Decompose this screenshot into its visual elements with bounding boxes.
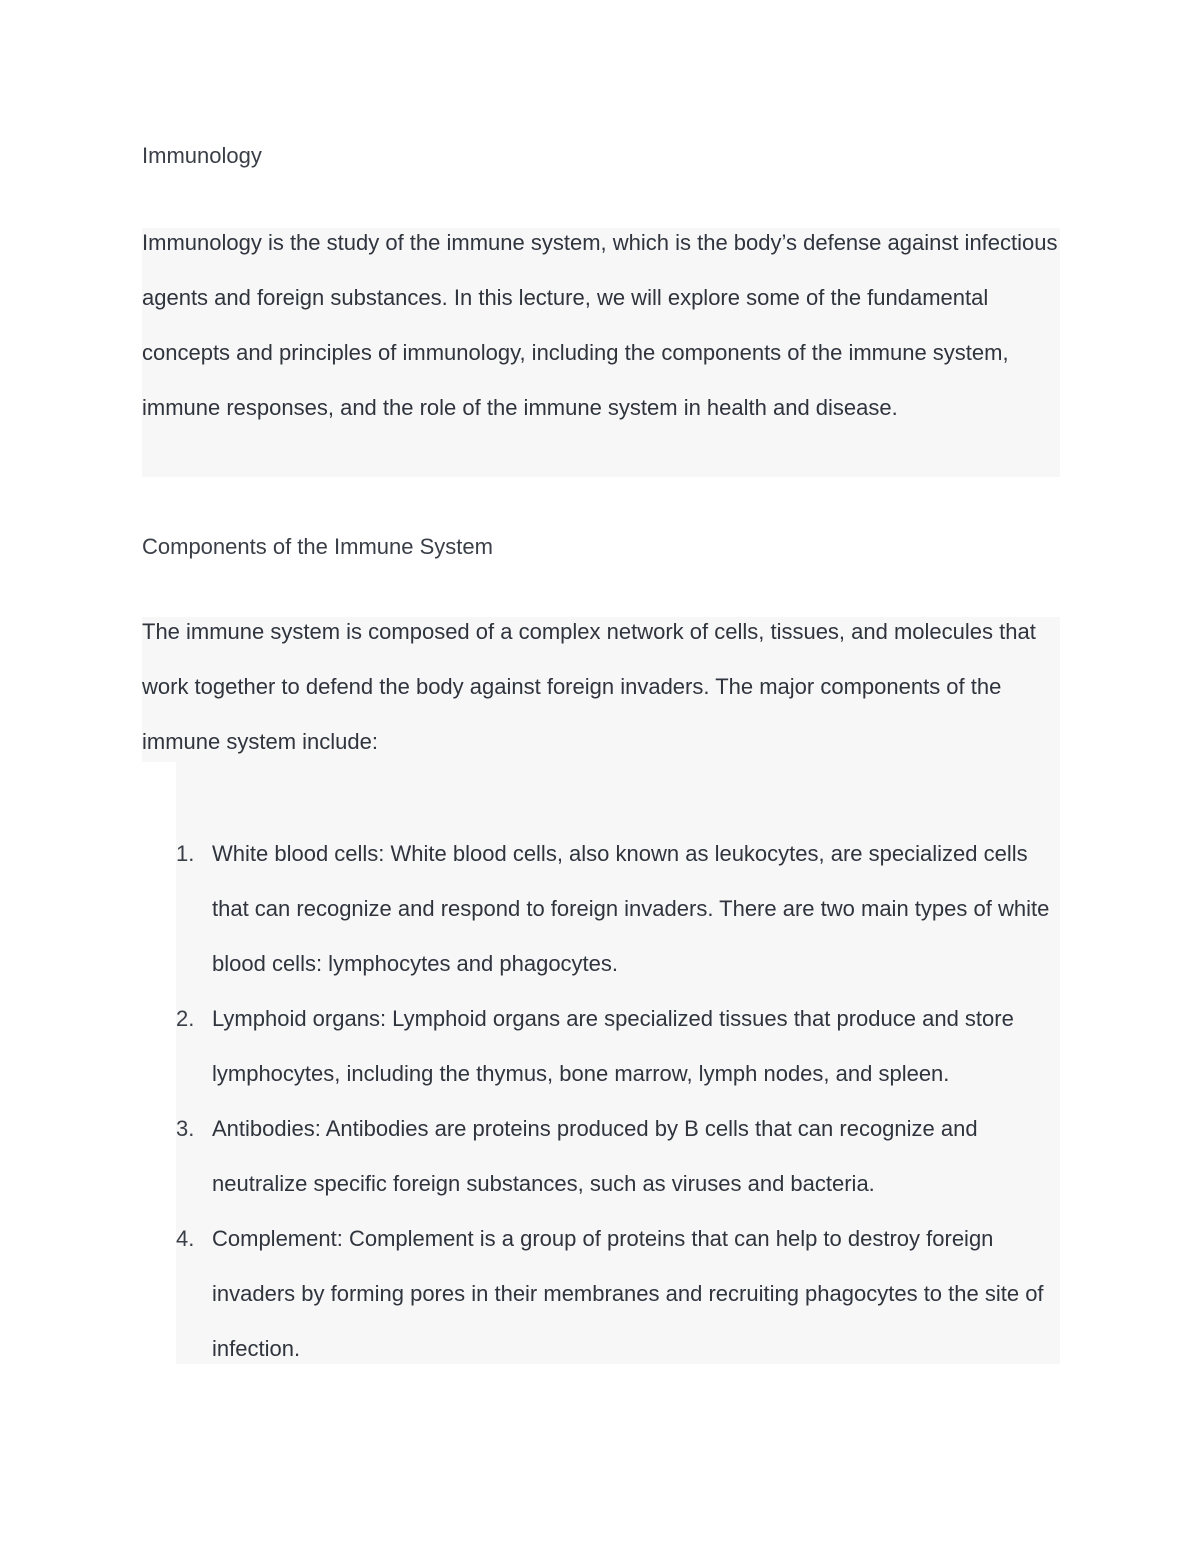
list-item: [176, 826, 1060, 991]
list-item-text: Complement: Complement is a group of proteins that can help to destroy foreign invaders by forming pores in their membranes and recruiting phagocytes to the site of infection.: [212, 1226, 1044, 1361]
list-item: [176, 1101, 1060, 1211]
document-title: Immunology: [142, 143, 262, 168]
list-item-number: 2.: [176, 1006, 195, 1031]
list-item-text: Antibodies: Antibodies are proteins produced by B cells that can recognize and neutralize specific foreign substances, such as viruses and bacteria.: [212, 1116, 978, 1196]
intro-paragraph: Immunology is the study of the immune system, which is the body’s defense against infectious agents and foreign substances. In this lecture, we will explore some of the fundamental concepts and principles of immunology, including the components of the immune system, immune responses, and the role of the immune system in health and disease.: [142, 230, 1058, 420]
components-list: [176, 826, 1060, 1376]
section-heading: Components of the Immune System: [142, 534, 493, 559]
list-item-number: 4.: [176, 1226, 195, 1251]
list-item-number: 1.: [176, 841, 195, 866]
list-item-number: 3.: [176, 1116, 195, 1141]
list-item: [176, 1211, 1060, 1376]
section-intro-paragraph: The immune system is composed of a complex network of cells, tissues, and molecules that work together to defend the body against foreign invaders. The major components of the immune system include:: [142, 619, 1036, 754]
list-item: [176, 991, 1060, 1101]
list-item-text: Lymphoid organs: Lymphoid organs are specialized tissues that produce and store lymphocytes, including the thymus, bone marrow, lymph nodes, and spleen.: [212, 1006, 1014, 1086]
list-item-text: White blood cells: White blood cells, also known as leukocytes, are specialized cells that can recognize and respond to foreign invaders. There are two main types of white blood cells: lymphocytes and phagocytes.: [212, 841, 1050, 976]
